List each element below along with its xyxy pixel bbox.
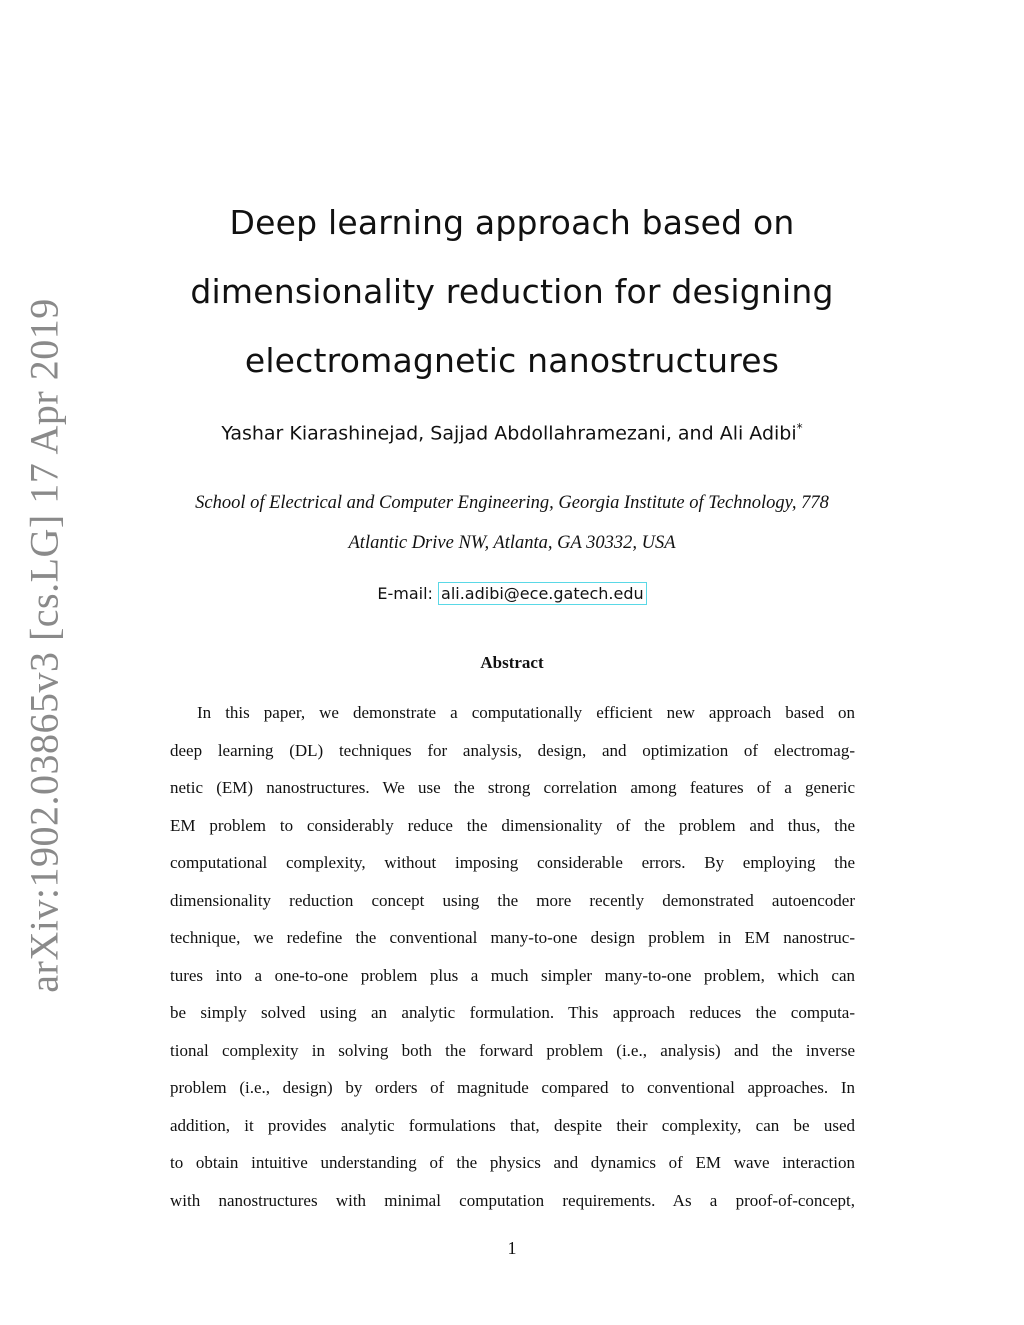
abstract-line: computational complexity, without imposing considerable errors. By employing the	[170, 853, 855, 872]
affiliation-line: Atlantic Drive NW, Atlanta, GA 30332, USA	[348, 533, 676, 553]
affiliation-line: School of Electrical and Computer Engineering, Georgia Institute of Technology, 778	[195, 493, 829, 513]
paper-title	[0, 188, 1024, 395]
title-line: electromagnetic nanostructures	[244, 341, 780, 380]
abstract-line: tures into a one-to-one problem plus a much simpler many-to-one problem, which can	[170, 965, 855, 985]
author-names: Yashar Kiarashinejad, Sajjad Abdollahramezani, and Ali Adibi	[221, 422, 797, 445]
arxiv-stamp-text: arXiv:1902.03865v3 [cs.LG] 17 Apr 2019	[21, 297, 67, 993]
abstract-line: problem (i.e., design) by orders of magnitude compared to conventional approaches. In	[170, 1078, 855, 1097]
title-line: Deep learning approach based on	[229, 203, 795, 242]
abstract-line: tional complexity in solving both the forward problem (i.e., analysis) and the inverse	[170, 1040, 855, 1060]
affiliation	[0, 483, 1024, 563]
abstract-line: with nanostructures with minimal computation requirements. As a proof-of-concept,	[170, 1190, 855, 1210]
abstract-line: In this paper, we demonstrate a computationally efficient new approach based on	[197, 703, 855, 722]
abstract-line: to obtain intuitive understanding of the physics and dynamics of EM wave interaction	[170, 1153, 855, 1172]
abstract-line: dimensionality reduction concept using the more recently demonstrated autoencoder	[170, 890, 855, 910]
abstract-line: netic (EM) nanostructures. We use the strong correlation among features of a generic	[170, 778, 855, 797]
contact-email	[0, 584, 1024, 603]
abstract-heading: Abstract	[480, 653, 544, 672]
abstract-body	[170, 694, 855, 1219]
abstract-line: technique, we redefine the conventional many-to-one design problem in EM nanostruc-	[170, 928, 855, 947]
abstract-line: EM problem to considerably reduce the dimensionality of the problem and thus, the	[170, 815, 855, 835]
email-link[interactable]: ali.adibi@ece.gatech.edu	[438, 582, 647, 605]
corresponding-author-mark: *	[796, 421, 803, 435]
email-label: E-mail:	[377, 584, 433, 603]
abstract-line: be simply solved using an analytic formulation. This approach reduces the computa-	[170, 1003, 855, 1022]
abstract-line: deep learning (DL) techniques for analysis, design, and optimization of electromag-	[170, 740, 855, 760]
page-number: 1	[507, 1238, 517, 1258]
abstract-line: addition, it provides analytic formulations that, despite their complexity, can be used	[170, 1115, 855, 1135]
title-line: dimensionality reduction for designing	[190, 272, 834, 311]
author-list	[0, 421, 1024, 444]
